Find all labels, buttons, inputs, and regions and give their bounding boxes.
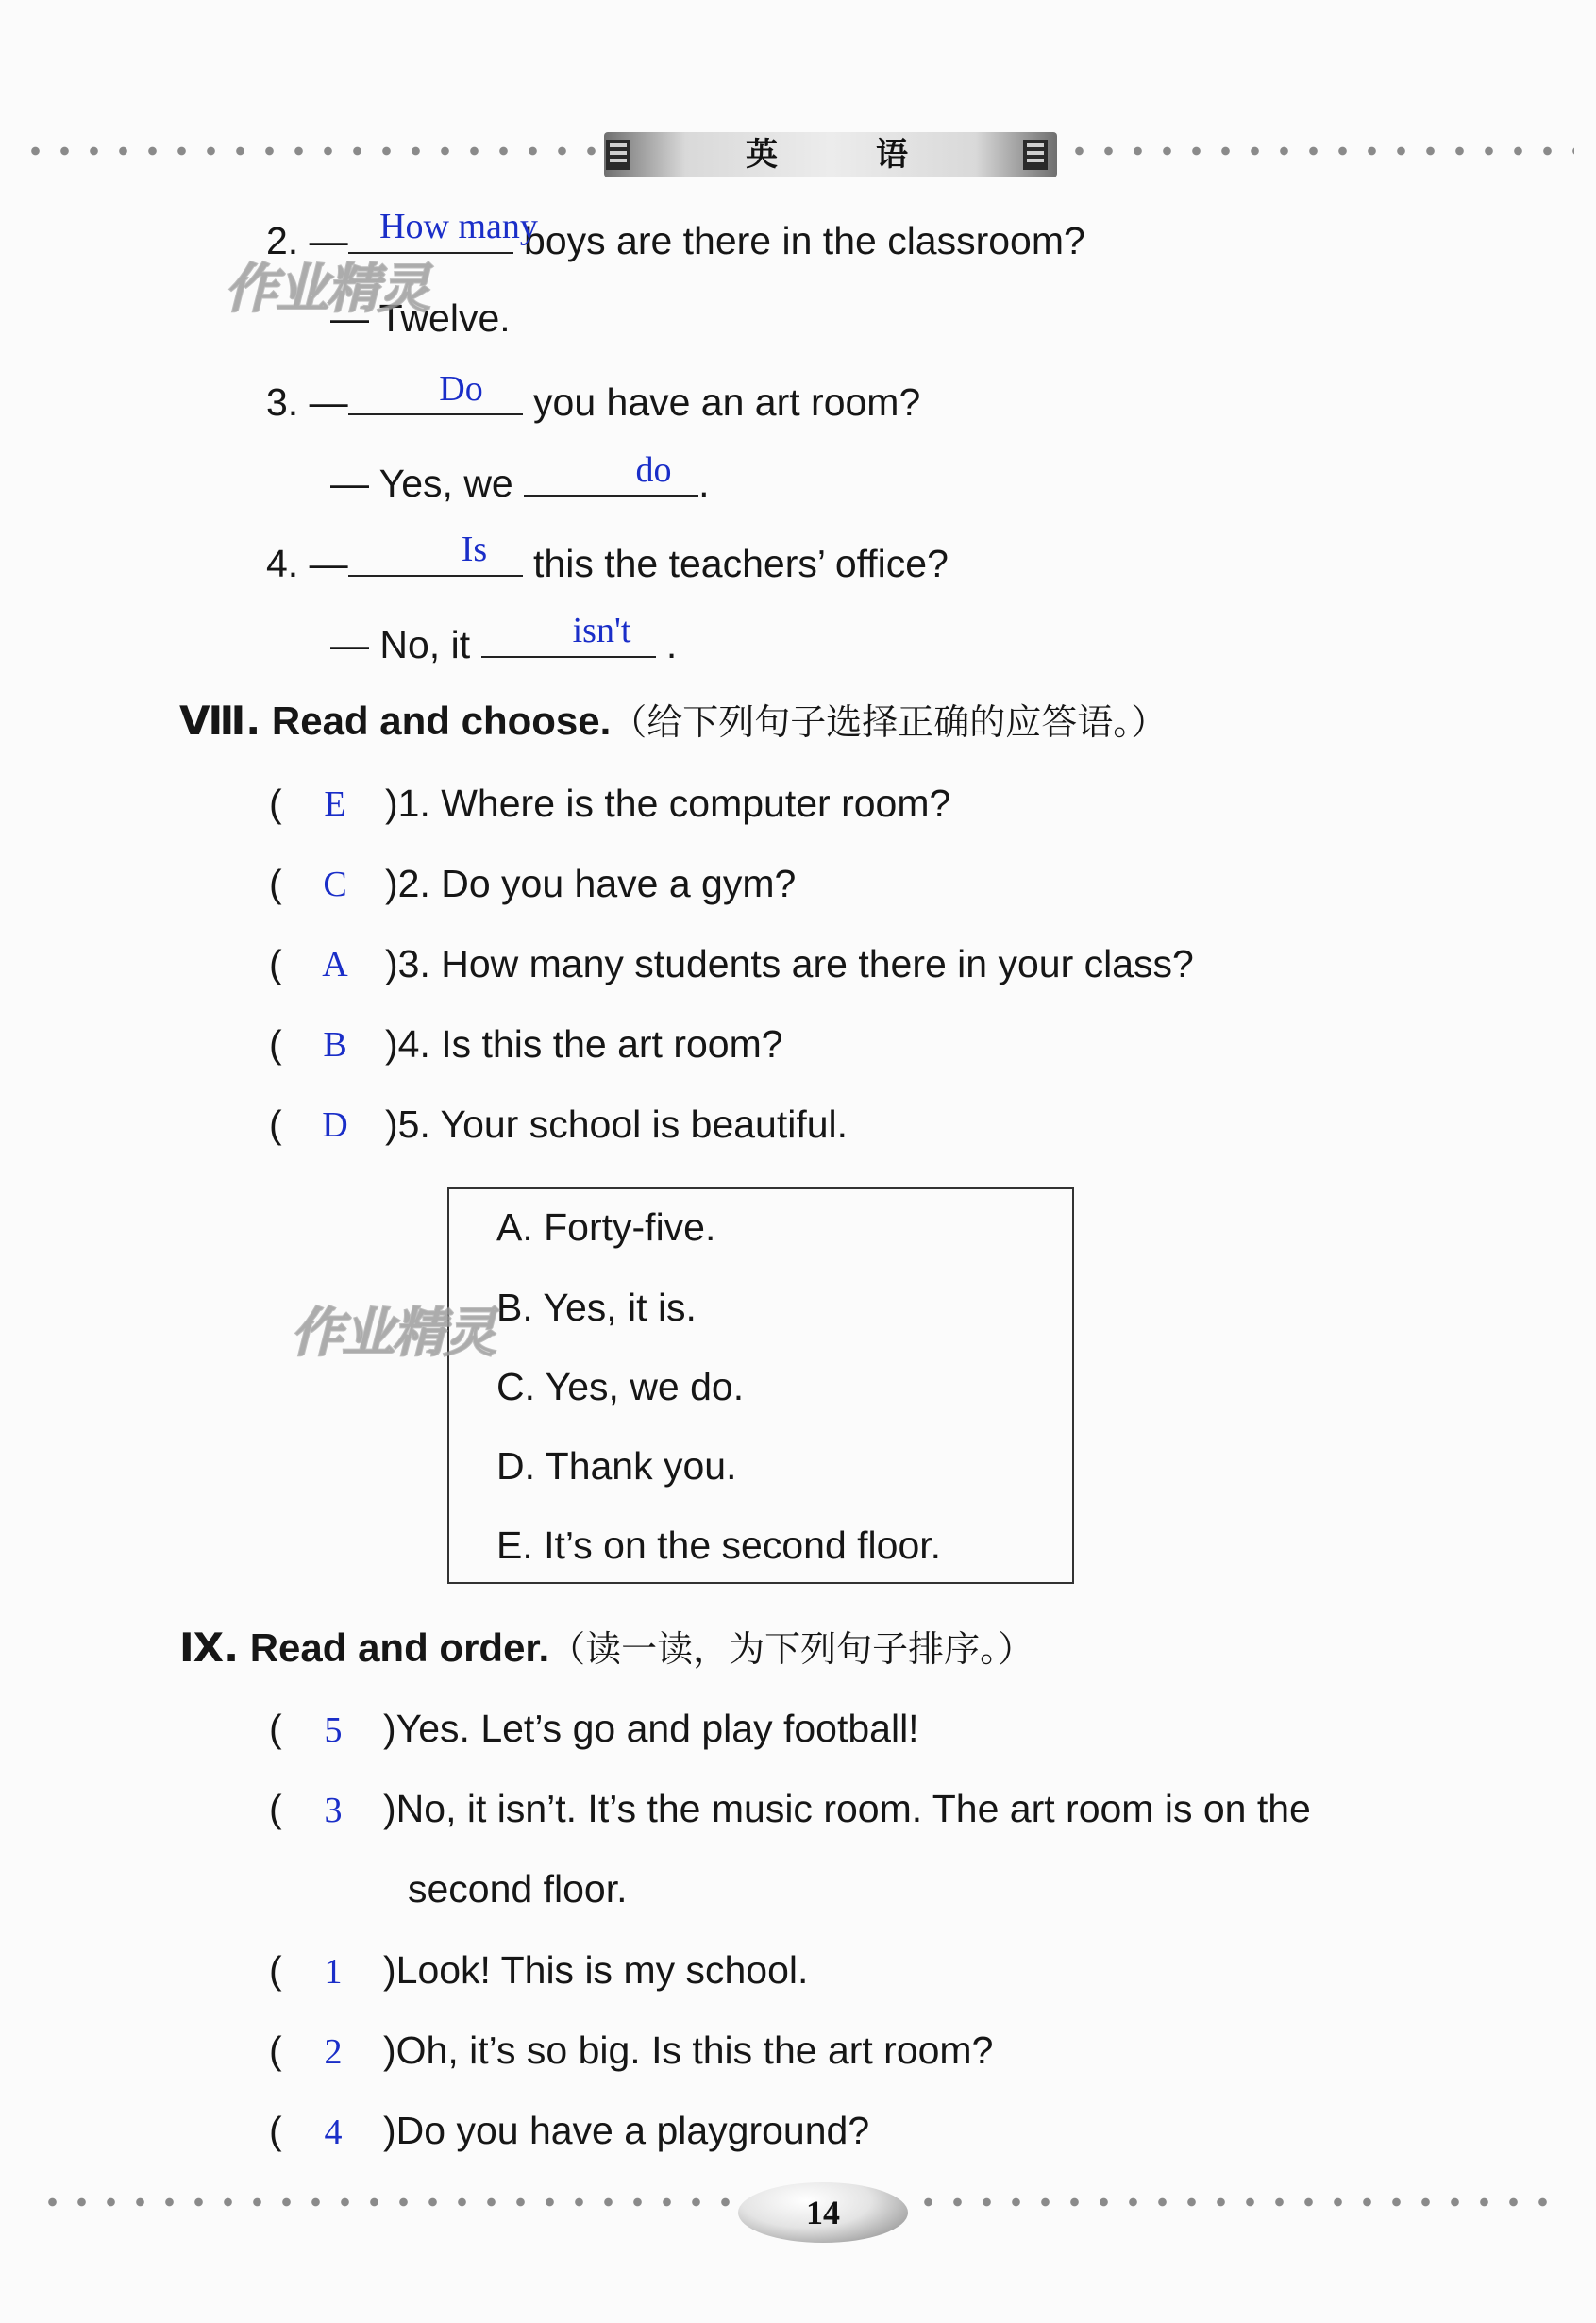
question-text: )5. Your school is beautiful. [385,1103,848,1146]
section-number: Ⅷ. [179,698,261,744]
question-line [266,376,920,426]
order-text: )Oh, it’s so big. Is this the art room? [383,2028,994,2072]
question-text: you have an art room? [533,380,921,424]
dash: — [309,542,348,585]
question-line [266,537,949,587]
order-text: )Do you have a playground? [383,2109,870,2152]
option-item: C. Yes, we do. [496,1365,745,1408]
answer-paren: ( [269,1022,282,1066]
answer-paren: ( [269,942,282,985]
section-8-title [179,697,1167,747]
handwritten-answer: How many [379,207,538,246]
reply-text: — No, it [330,623,471,666]
reply-text: — Yes, we [330,462,513,505]
answer-paren: ( [269,1948,282,1992]
book-stack-icon [1021,138,1050,172]
handwritten-answer: 4 [324,2113,343,2152]
handwritten-answer: C [323,865,347,904]
question-text: boys are there in the classroom? [524,219,1085,262]
reply-line: — Twelve. [330,296,511,340]
handwritten-answer: Is [461,530,488,569]
question-text: )4. Is this the art room? [385,1022,783,1066]
footer-dot-row-left [38,2197,736,2207]
section-instruction: （读一读，为下列句子排序。） [549,1628,1034,1670]
option-item: A. Forty-five. [496,1205,716,1249]
question-text: )2. Do you have a gym? [385,862,797,905]
answer-paren: ( [269,2028,282,2072]
handwritten-answer: Do [439,369,483,409]
section-number: Ⅸ. [179,1624,240,1671]
order-text: )No, it isn’t. It’s the music room. The art room is on the [383,1787,1311,1830]
reply-end: . [698,462,710,505]
reply-end: . [665,623,678,666]
footer-dot-row-right [914,2197,1565,2207]
dash: — [309,219,348,262]
handwritten-answer: D [322,1105,348,1145]
option-item: E. It’s on the second floor. [496,1523,942,1567]
header-dot-row-right [1065,146,1574,156]
handwritten-answer: do [635,450,672,490]
section-instruction: （给下列句子选择正确的应答语。） [611,701,1168,743]
handwritten-answer: isn't [572,611,631,650]
header-subject-char: 英 [746,136,778,174]
answer-paren: ( [269,862,282,905]
handwritten-answer: 2 [324,2032,343,2072]
watermark-logo: 作业精灵 [225,259,428,320]
dash: — [309,380,348,424]
handwritten-answer: E [324,784,346,824]
handwritten-answer: 3 [324,1791,343,1830]
answer-paren: ( [269,1787,282,1830]
page-number: 14 [806,2194,840,2231]
handwritten-answer: 1 [324,1952,343,1992]
section-heading: Read and choose. [271,699,612,743]
handwritten-answer: 5 [324,1710,343,1750]
book-stack-icon [604,138,632,172]
item-number: 4. [266,542,299,585]
answer-paren: ( [269,2109,282,2152]
question-text: )3. How many students are there in your class? [385,942,1194,985]
order-text: )Yes. Let’s go and play football! [383,1707,919,1750]
watermark-logo: 作业精灵 [291,1303,495,1364]
header-dot-row-left [21,146,596,156]
question-text: )1. Where is the computer room? [385,782,951,825]
item-number: 3. [266,380,299,424]
section-9-title [179,1624,1033,1674]
item-number: 2. [266,219,299,262]
header-band [604,132,1057,177]
order-text-continued: second floor. [408,1867,628,1911]
answer-paren: ( [269,1707,282,1750]
question-text: this the teachers’ office? [533,542,949,585]
option-item: D. Thank you. [496,1444,737,1488]
option-item: B. Yes, it is. [496,1286,697,1329]
answer-paren: ( [269,1103,282,1146]
handwritten-answer: B [323,1025,347,1065]
header-subject-char: 语 [876,136,908,174]
answer-paren: ( [269,782,282,825]
section-heading: Read and order. [249,1625,550,1670]
order-text: )Look! This is my school. [383,1948,809,1992]
handwritten-answer: A [322,945,348,985]
